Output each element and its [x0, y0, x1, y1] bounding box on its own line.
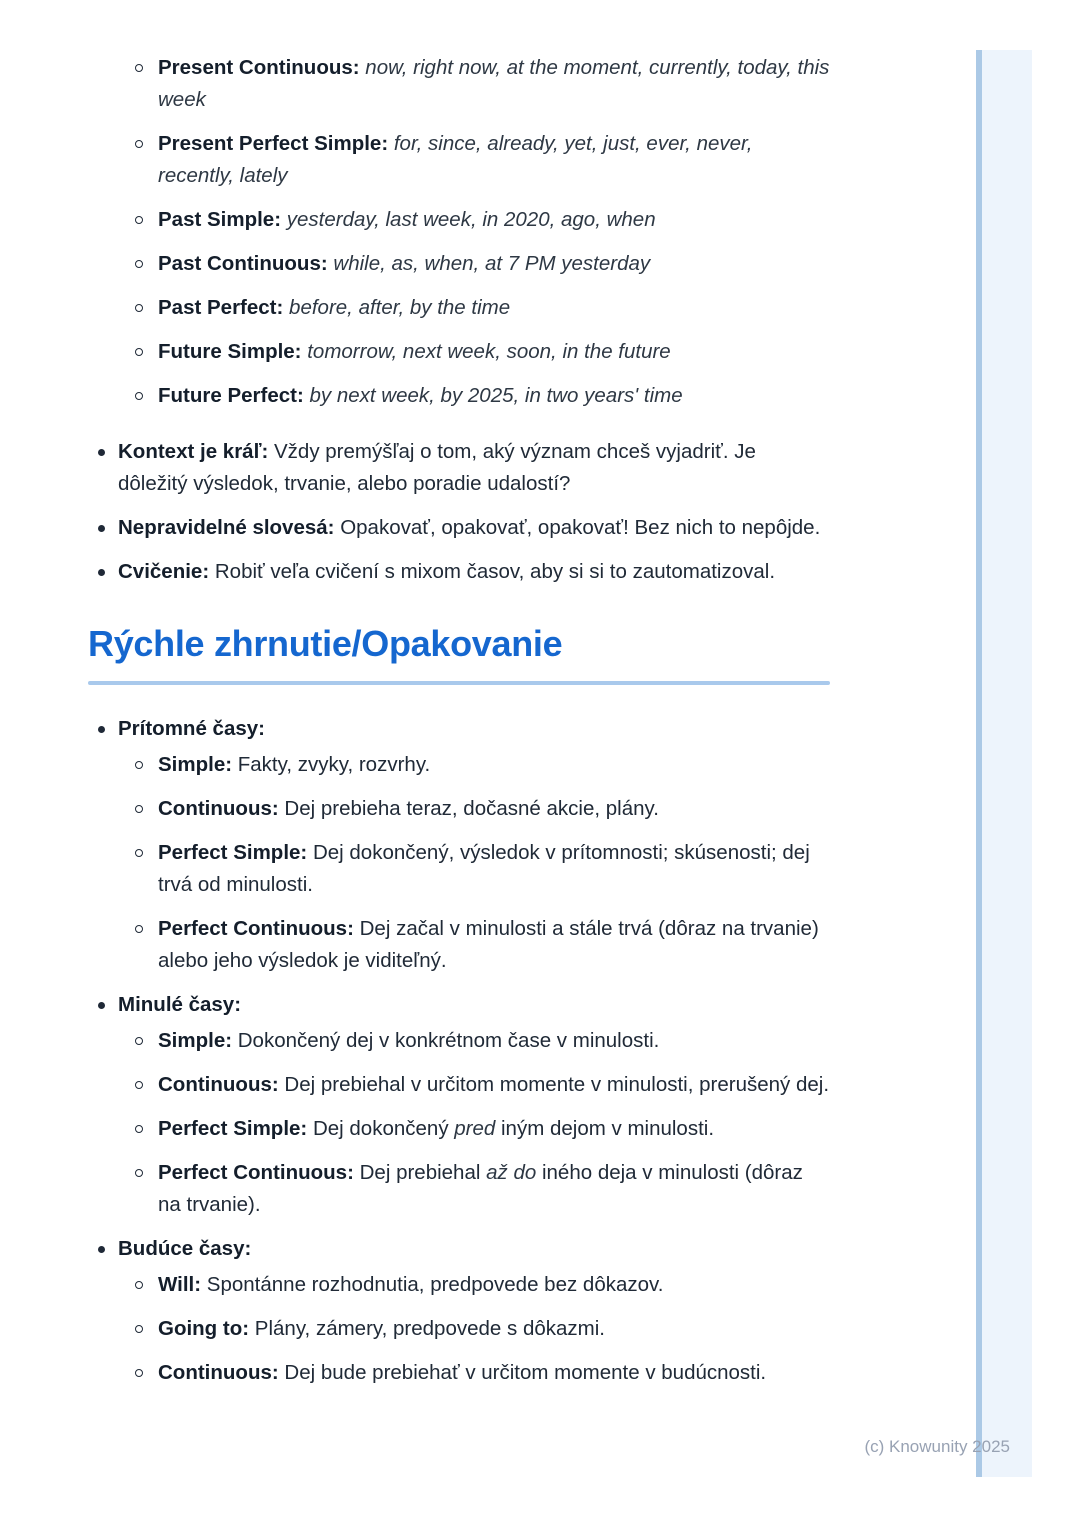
- term-label: Present Perfect Simple:: [158, 132, 389, 155]
- page-edge-strip: [976, 50, 1032, 1477]
- term-description: Robiť veľa cvičení s mixom časov, aby si si to zautomatizoval.: [214, 560, 776, 583]
- signal-word-item: [118, 380, 830, 412]
- term-description: now, right now, at the moment, currently, today, this week: [158, 56, 830, 111]
- term-description: pred: [454, 1117, 496, 1140]
- term-label: Nepravidelné slovesá:: [118, 516, 335, 539]
- tense-group: [118, 713, 830, 977]
- term-label: Cvičenie:: [118, 560, 210, 583]
- tense-group-items: [118, 1269, 830, 1389]
- term-description: až do: [486, 1161, 537, 1184]
- term-label: Present Continuous:: [158, 56, 360, 79]
- watermark: (c) Knowunity 2025: [864, 1437, 1010, 1456]
- tense-group-label: Prítomné časy:: [118, 717, 265, 740]
- tense-group-items: [118, 1025, 830, 1221]
- tense-item: [118, 793, 830, 825]
- term-label: Simple:: [158, 1029, 233, 1052]
- term-description: Opakovať, opakovať, opakovať! Bez nich to nepôjde.: [340, 516, 821, 539]
- tense-item: [118, 1025, 830, 1057]
- notes-content: [88, 52, 830, 1401]
- tense-item: [118, 1357, 830, 1389]
- tip-item: [118, 512, 830, 544]
- signal-word-item: [118, 204, 830, 236]
- tense-item: [118, 1269, 830, 1301]
- term-label: Past Simple:: [158, 208, 282, 231]
- term-description: Dej dokončený, výsledok v prítomnosti; skúsenosti; dej trvá od minulosti.: [158, 841, 810, 896]
- term-label: Simple:: [158, 753, 233, 776]
- page-edge-line: [976, 50, 982, 1477]
- term-label: Future Perfect:: [158, 384, 304, 407]
- signal-word-item: [118, 52, 830, 116]
- term-description: before, after, by the time: [289, 296, 511, 319]
- tense-item: [118, 1313, 830, 1345]
- term-description: tomorrow, next week, soon, in the future: [307, 340, 671, 363]
- signal-word-item: [118, 248, 830, 280]
- tense-item: [118, 913, 830, 977]
- term-label: Going to:: [158, 1317, 250, 1340]
- term-label: Will:: [158, 1273, 202, 1296]
- term-label: Perfect Continuous:: [158, 917, 354, 940]
- term-label: Kontext je kráľ:: [118, 440, 269, 463]
- term-label: Perfect Continuous:: [158, 1161, 354, 1184]
- term-description: Spontánne rozhodnutia, predpovede bez dôkazov.: [206, 1273, 664, 1296]
- tense-group: [118, 1233, 830, 1389]
- term-description: iného deja v minulosti (dôraz na trvanie).: [158, 1161, 803, 1216]
- tense-item: [118, 749, 830, 781]
- summary-list: [118, 713, 830, 1389]
- term-label: Continuous:: [158, 1073, 279, 1096]
- term-description: while, as, when, at 7 PM yesterday: [333, 252, 651, 275]
- tense-group-label: Minulé časy:: [118, 993, 242, 1016]
- term-description: Dej prebieha teraz, dočasné akcie, plány.: [284, 797, 659, 820]
- term-description: Dej dokončený: [312, 1117, 455, 1140]
- tense-item: [118, 1157, 830, 1221]
- signal-word-item: [118, 128, 830, 192]
- term-description: yesterday, last week, in 2020, ago, when: [286, 208, 656, 231]
- term-description: by next week, by 2025, in two years' time: [309, 384, 683, 407]
- term-label: Perfect Simple:: [158, 841, 308, 864]
- signal-word-item: [118, 292, 830, 324]
- tense-item: [118, 1069, 830, 1101]
- tense-item: [118, 1113, 830, 1145]
- term-label: Perfect Simple:: [158, 1117, 308, 1140]
- tense-group-items: [118, 749, 830, 977]
- term-description: Dokončený dej v konkrétnom čase v minulosti.: [237, 1029, 660, 1052]
- section-title: Rýchle zhrnutie/Opakovanie: [88, 623, 563, 664]
- term-description: Dej začal v minulosti a stále trvá (dôraz na trvanie) alebo jeho výsledok je viditeľný.: [158, 917, 819, 972]
- term-description: Dej prebiehal v určitom momente v minulosti, prerušený dej.: [284, 1073, 830, 1096]
- term-description: Dej prebiehal: [359, 1161, 487, 1184]
- term-label: Past Perfect:: [158, 296, 284, 319]
- term-label: Continuous:: [158, 797, 279, 820]
- signal-words-list: [118, 52, 830, 412]
- term-description: Vždy premýšľaj o tom, aký význam chceš vyjadriť. Je dôležitý výsledok, trvanie, alebo poradie udalostí?: [118, 440, 756, 495]
- term-label: Past Continuous:: [158, 252, 328, 275]
- tense-group-label: Budúce časy:: [118, 1237, 252, 1260]
- term-description: Fakty, zvyky, rozvrhy.: [237, 753, 431, 776]
- tense-group: [118, 989, 830, 1221]
- term-label: Continuous:: [158, 1361, 279, 1384]
- term-description: iným dejom v minulosti.: [495, 1117, 715, 1140]
- tip-item: [118, 556, 830, 588]
- term-description: for, since, already, yet, just, ever, never, recently, lately: [158, 132, 753, 187]
- term-label: Future Simple:: [158, 340, 302, 363]
- section-divider: [88, 681, 830, 685]
- tips-list: [118, 436, 830, 588]
- tense-item: [118, 837, 830, 901]
- term-description: Plány, zámery, predpovede s dôkazmi.: [254, 1317, 605, 1340]
- signal-word-item: [118, 336, 830, 368]
- term-description: Dej bude prebiehať v určitom momente v budúcnosti.: [284, 1361, 767, 1384]
- tip-item: [118, 436, 830, 500]
